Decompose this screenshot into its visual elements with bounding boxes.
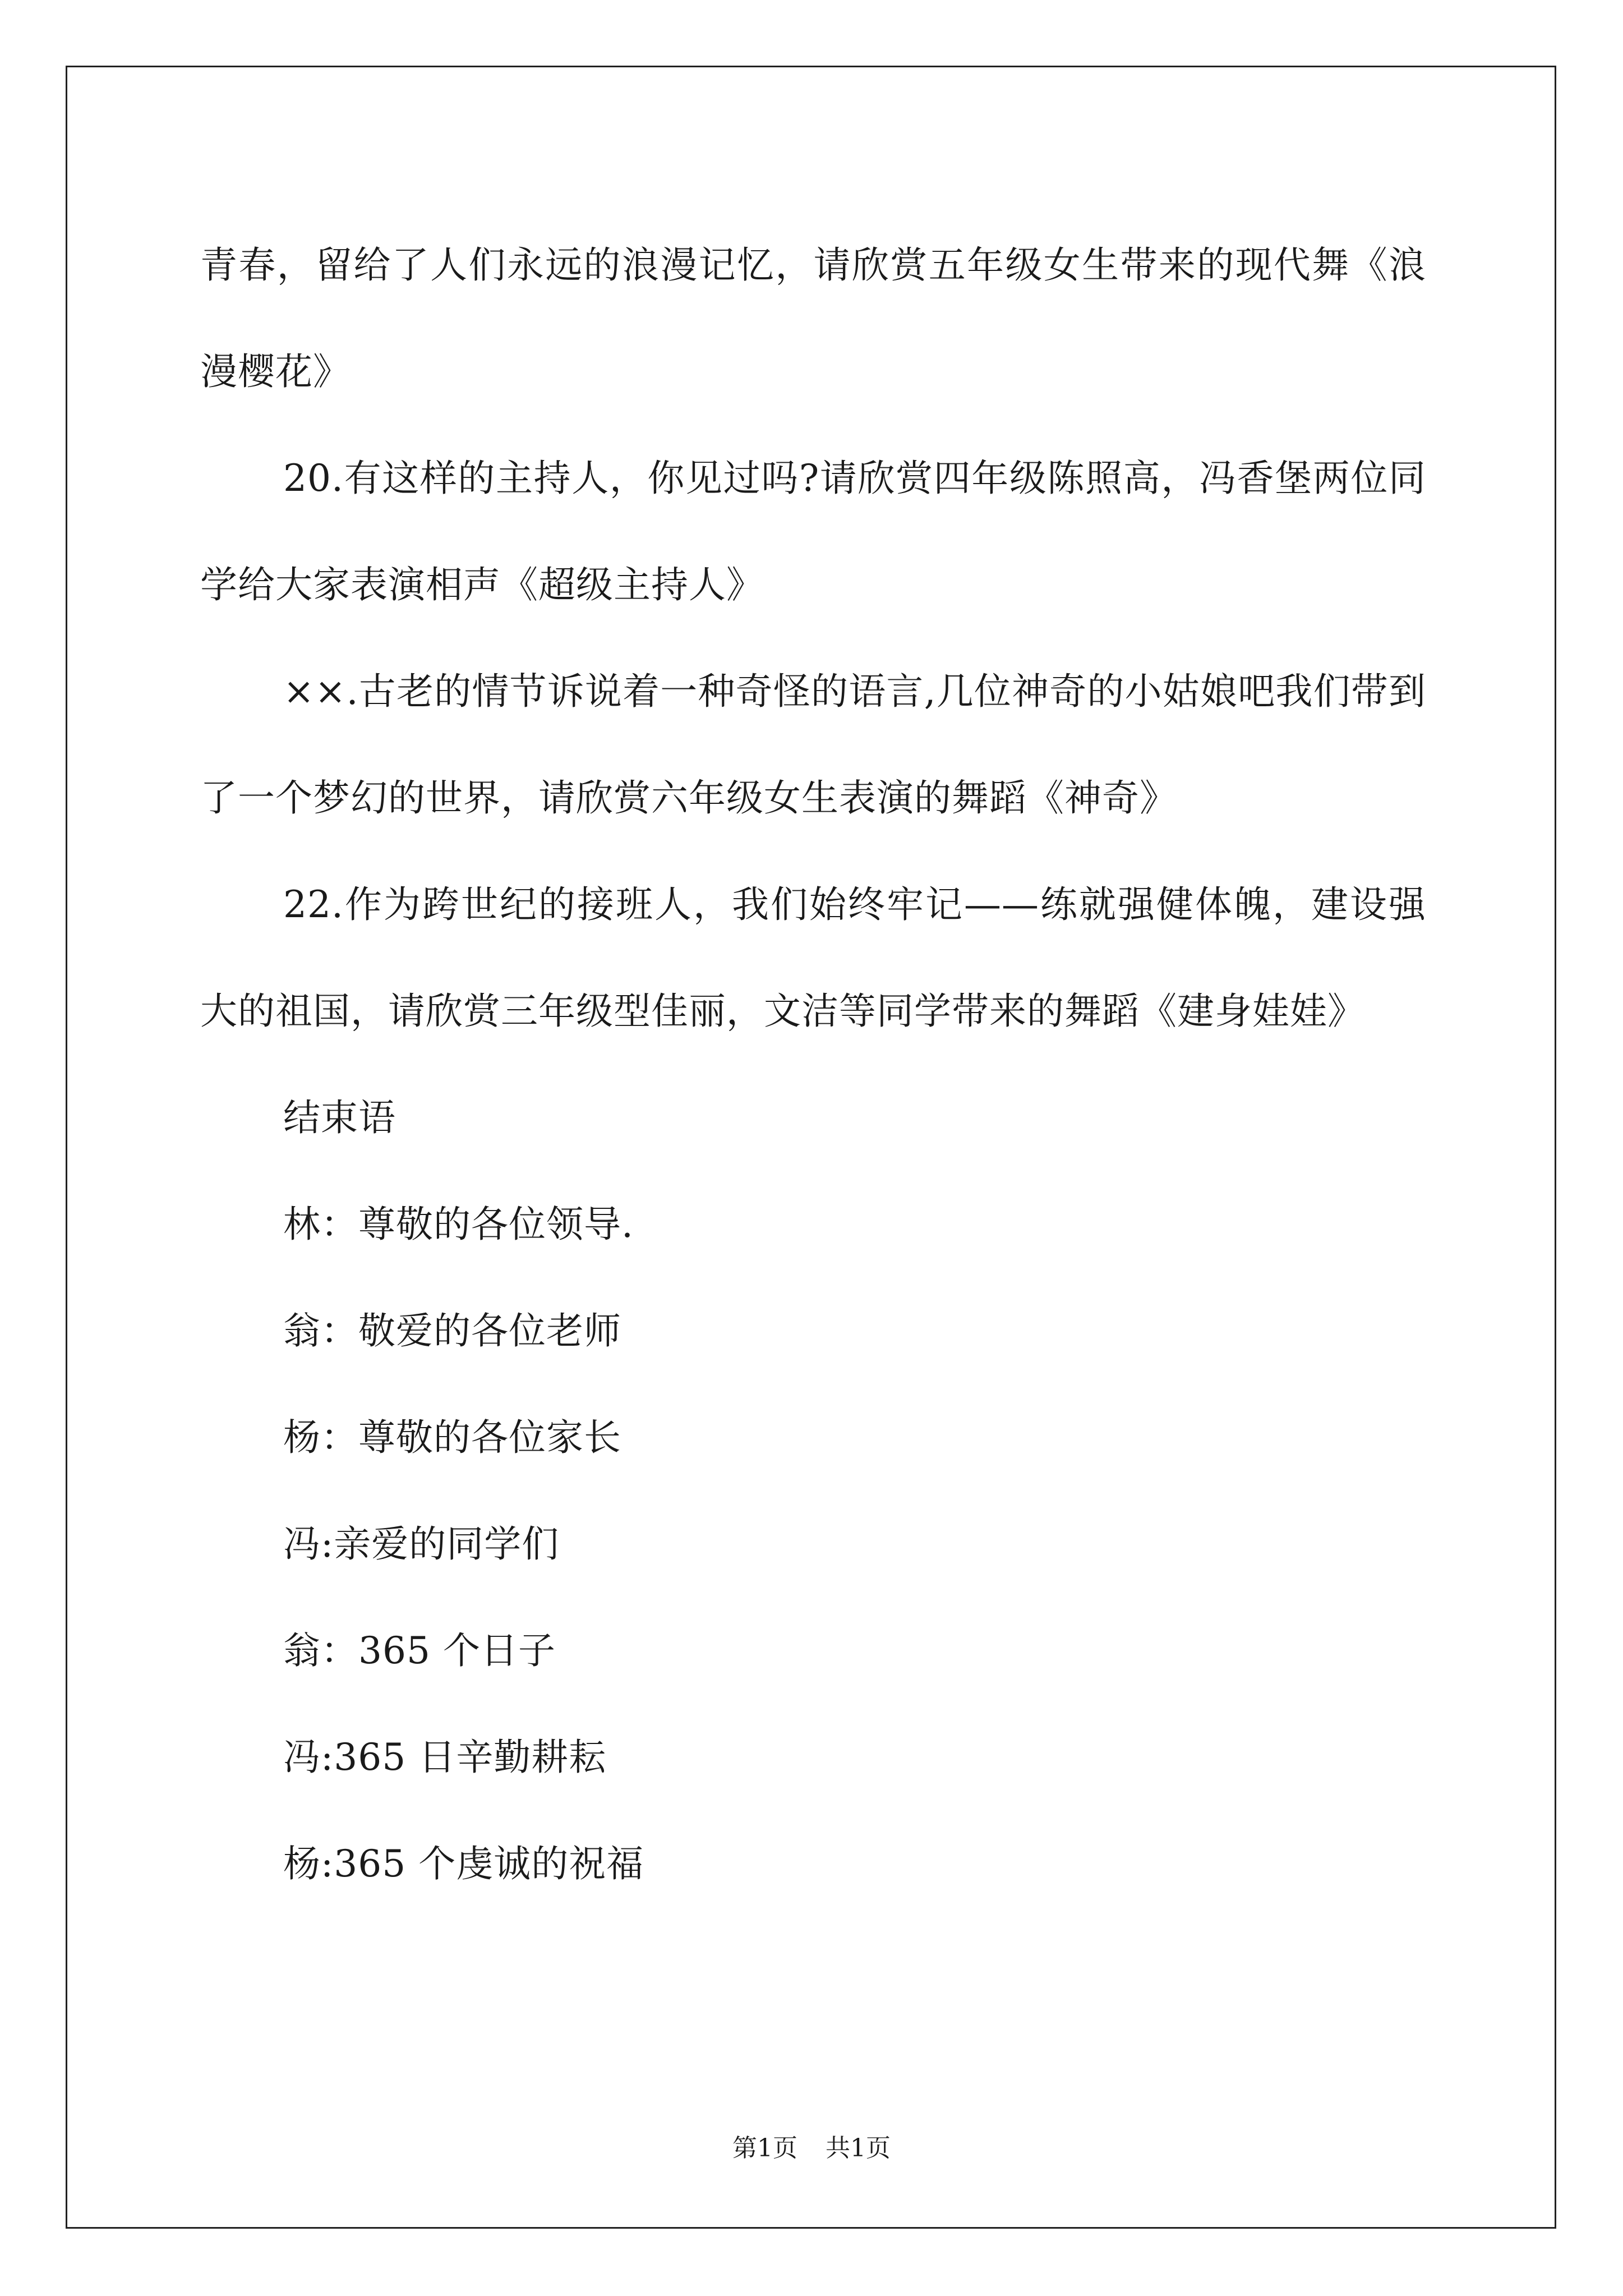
page-number: 第1页 (732, 2134, 797, 2162)
paragraph-2: 20.有这样的主持人，你见过吗?请欣赏四年级陈照高，冯香堡两位同学给大家表演相声《超级主持人》 (200, 457, 1426, 606)
paragraph-3: ××.古老的情节诉说着一种奇怪的语言,几位神奇的小姑娘吧我们带到了一个梦幻的世界，请欣赏六年级女生表演的舞蹈《神奇》 (200, 670, 1426, 820)
closing-line: 翁：365 个日子 (283, 1629, 556, 1672)
closing-line: 冯:亲爱的同学们 (283, 1522, 560, 1566)
closing-heading: 结束语 (283, 1096, 396, 1139)
closing-line: 林：尊敬的各位领导. (283, 1203, 634, 1246)
page-total: 共1页 (826, 2134, 891, 2162)
closing-line: 杨:365 个虔诚的祝福 (283, 1842, 644, 1885)
paragraph-1: 青春，留给了人们永远的浪漫记忆，请欣赏五年级女生带来的现代舞《浪漫樱花》 (200, 243, 1426, 393)
paragraph-4: 22.作为跨世纪的接班人，我们始终牢记——练就强健体魄，建设强大的祖国，请欣赏三年级型佳丽，文洁等同学带来的舞蹈《建身娃娃》 (200, 883, 1426, 1033)
closing-line: 翁：敬爱的各位老师 (283, 1309, 621, 1352)
document-body (200, 212, 1426, 1917)
closing-line: 冯:365 日辛勤耕耘 (283, 1736, 607, 1779)
closing-line: 杨：尊敬的各位家长 (283, 1416, 621, 1459)
page-footer (0, 2132, 1623, 2165)
